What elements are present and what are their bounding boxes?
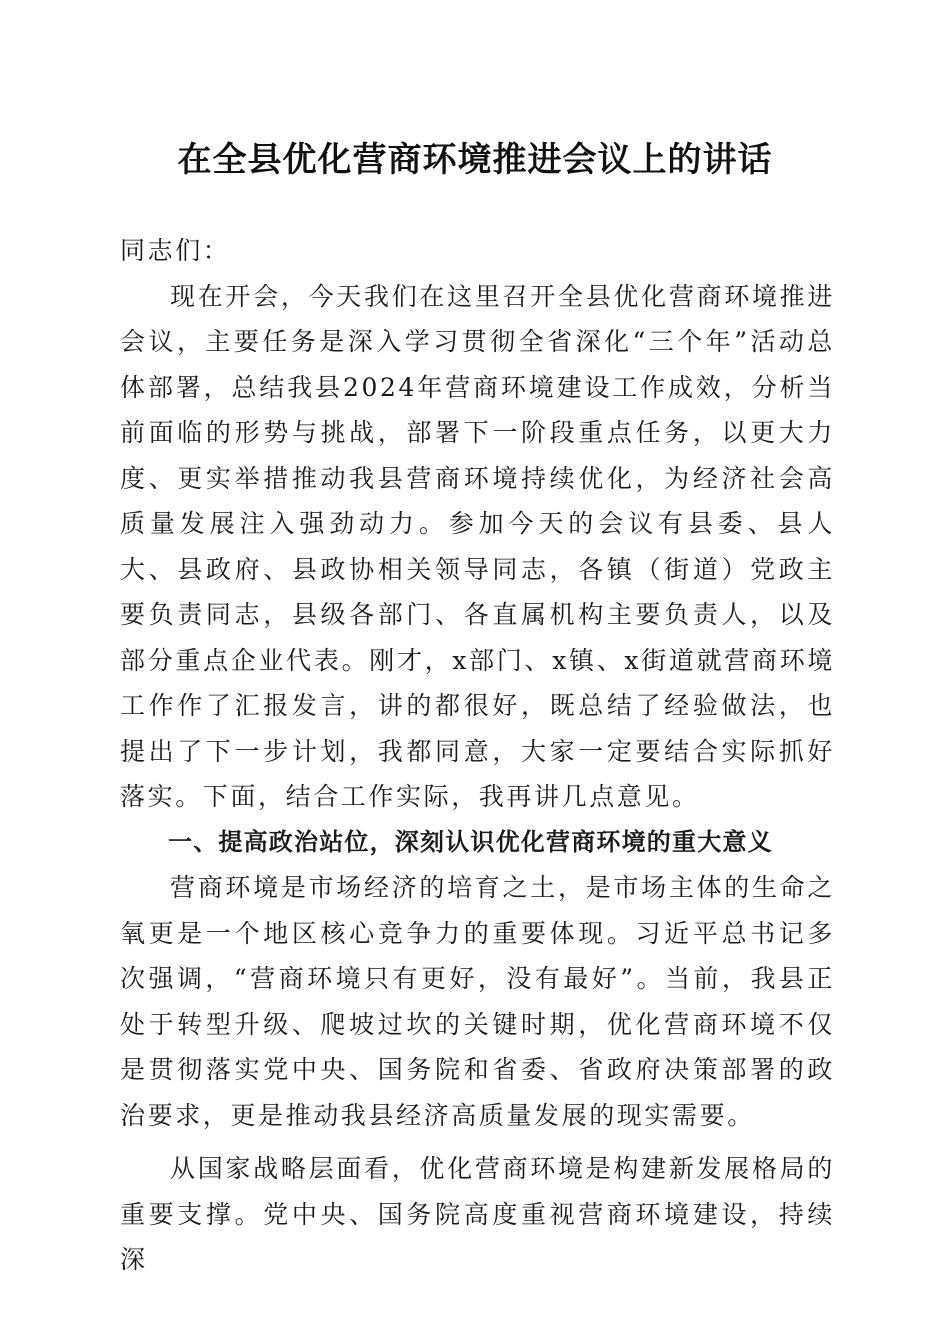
section-1-paragraph-1: 营商环境是市场经济的培育之土，是市场主体的生命之氧更是一个地区核心竞争力的重要体现。习近平总书记多次强调，“营商环境只有更好，没有最好”。当前，我县正处于转型升级、爬坡过坎的关键时期，优化营商环境不仅是贯彻落实党中央、国务院和省委、省政府决策部署的政治要求，更是推动我县经济高质量发展的现实需要。 [120,873,835,1130]
document-title: 在全县优化营商环境推进会议上的讲话 [177,140,773,180]
document-body [120,228,835,1283]
opening-paragraph: 现在开会，今天我们在这里召开全县优化营商环境推进会议，主要任务是深入学习贯彻全省深化“三个年”活动总体部署，总结我县2024年营商环境建设工作成效，分析当前面临的形势与挑战，部署下一阶段重点任务，以更大力度、更实举措推动我县营商环境持续优化，为经济社会高质量发展注入强劲动力。参加今天的会议有县委、县人大、县政府、县政协相关领导同志，各镇（街道）党政主要负责同志，县级各部门、各直属机构主要负责人，以及部分重点企业代表。刚才，x部门、x镇、x街道就营商环境工作作了汇报发言，讲的都很好，既总结了经验做法，也提出了下一步计划，我都同意，大家一定要结合实际抓好落实。下面，结合工作实际，我再讲几点意见。 [120,281,835,811]
section-heading-1: 一、提高政治站位，深刻认识优化营商环境的重大意义 [168,827,773,856]
paragraph-gap [120,1138,835,1146]
greeting: 同志们： [120,236,231,265]
section-1-paragraph-2: 从国家战略层面看，优化营商环境是构建新发展格局的重要支撑。党中央、国务院高度重视营商环境建设，持续深 [120,1154,835,1274]
